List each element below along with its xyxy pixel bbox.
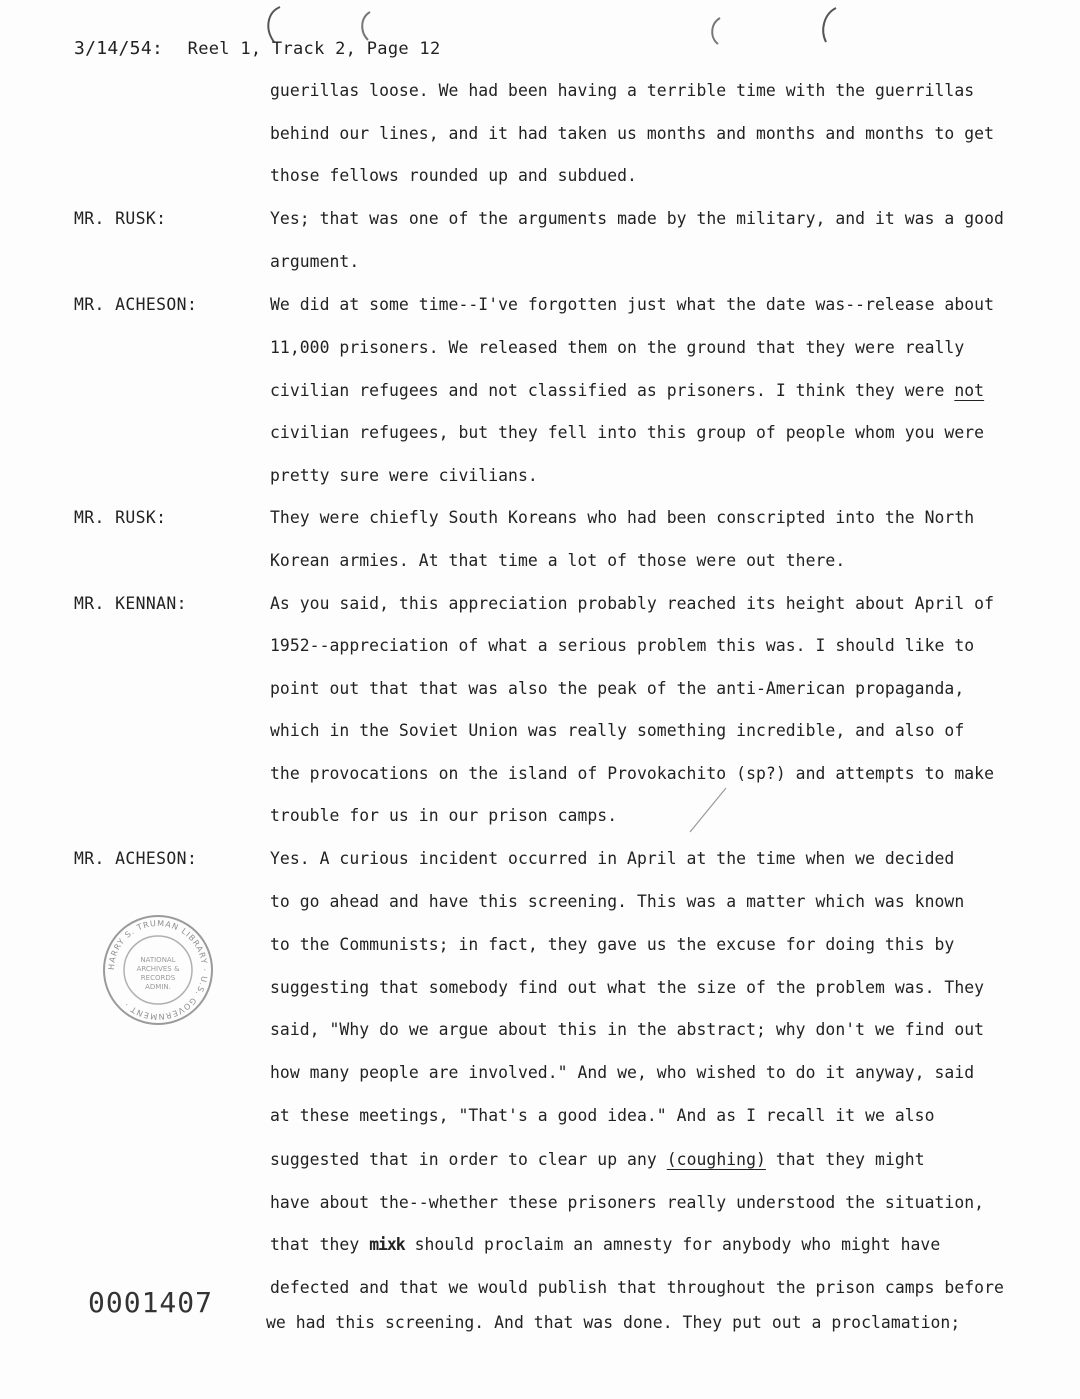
svg-text:ADMIN.: ADMIN.	[145, 983, 171, 991]
svg-text:NATIONAL: NATIONAL	[140, 956, 176, 964]
transcript-line: They were chiefly South Koreans who had been conscripted into the North	[270, 508, 975, 527]
speaker-label: MR. KENNAN:	[74, 594, 187, 613]
transcript-line: which in the Soviet Union was really something incredible, and also of	[270, 721, 965, 740]
svg-text:ARCHIVES &: ARCHIVES &	[136, 965, 180, 973]
svg-text:RECORDS: RECORDS	[140, 974, 176, 982]
transcript-text: civilian refugees and not classified as prisoners. I think they were	[270, 381, 955, 400]
transcript-text: suggested that in order to clear up any	[270, 1150, 667, 1169]
transcript-line: we had this screening. And that was done. They put out a proclamation;	[266, 1313, 961, 1332]
transcript-line: have about the--whether these prisoners really understood the situation,	[270, 1193, 985, 1212]
struck-out-word: mixk	[369, 1235, 405, 1254]
header-reel-info: Reel 1, Track 2, Page 12	[187, 39, 441, 59]
punch-hole-mark-icon	[702, 4, 732, 46]
transcript-text: that they might	[765, 1150, 925, 1169]
speaker-label: MR. ACHESON:	[74, 295, 198, 314]
speaker-label: MR. RUSK:	[74, 508, 167, 527]
transcript-line: defected and that we would publish that throughout the prison camps before	[270, 1278, 1004, 1297]
punch-hole-mark-icon	[814, 4, 844, 46]
transcript-line: how many people are involved." And we, who wished to do it anyway, said	[270, 1063, 975, 1082]
transcript-line: Yes; that was one of the arguments made by the military, and it was a good	[270, 209, 1004, 228]
transcript-line: said, "Why do we argue about this in the abstract; why don't we find out	[270, 1020, 985, 1039]
document-number: 0001407	[88, 1286, 214, 1319]
page-header	[74, 38, 441, 59]
transcript-line: pretty sure were civilians.	[270, 466, 538, 485]
transcript-text: should proclaim an amnesty for anybody who might have	[404, 1235, 941, 1254]
transcript-line	[270, 1150, 925, 1169]
transcript-line: those fellows rounded up and subdued.	[270, 166, 637, 185]
transcript-line: trouble for us in our prison camps.	[270, 806, 618, 825]
speaker-label: MR. ACHESON:	[74, 849, 198, 868]
transcript-line: argument.	[270, 252, 360, 271]
transcript-line: We did at some time--I've forgotten just what the date was--release about	[270, 295, 995, 314]
transcript-line: behind our lines, and it had taken us months and months and months to get	[270, 124, 995, 143]
transcript-line: Korean armies. At that time a lot of those were out there.	[270, 551, 846, 570]
transcript-line: 11,000 prisoners. We released them on the ground that they were really	[270, 338, 965, 357]
transcript-line: to the Communists; in fact, they gave us the excuse for doing this by	[270, 935, 955, 954]
pencil-mark-icon	[686, 786, 730, 834]
transcript-line: guerillas loose. We had been having a terrible time with the guerrillas	[270, 81, 975, 100]
transcript-line: at these meetings, "That's a good idea." And as I recall it we also	[270, 1106, 935, 1125]
transcript-line: to go ahead and have this screening. This was a matter which was known	[270, 892, 965, 911]
speaker-label: MR. RUSK:	[74, 209, 167, 228]
archive-stamp-icon	[100, 912, 216, 1028]
transcript-line: the provocations on the island of Provokachito (sp?) and attempts to make	[270, 764, 995, 783]
svg-text:HARRY S. TRUMAN LIBRARY · U.S.: HARRY S. TRUMAN LIBRARY · U.S. GOVERNMENT ·	[106, 918, 210, 1022]
header-date: 3/14/54:	[74, 38, 164, 59]
transcript-text: that they	[270, 1235, 370, 1254]
transcript-line: civilian refugees, but they fell into this group of people whom you were	[270, 423, 985, 442]
transcript-line: As you said, this appreciation probably reached its height about April of	[270, 594, 995, 613]
transcript-line: Yes. A curious incident occurred in April at the time when we decided	[270, 849, 955, 868]
transcript-line	[270, 381, 984, 400]
transcript-line	[270, 1235, 940, 1254]
transcript-line: point out that that was also the peak of the anti-American propaganda,	[270, 679, 965, 698]
transcript-line: 1952--appreciation of what a serious problem this was. I should like to	[270, 636, 975, 655]
underlined-word: not	[954, 381, 985, 400]
transcript-line: suggesting that somebody find out what the size of the problem was. They	[270, 978, 985, 997]
underlined-note: (coughing)	[666, 1150, 766, 1169]
